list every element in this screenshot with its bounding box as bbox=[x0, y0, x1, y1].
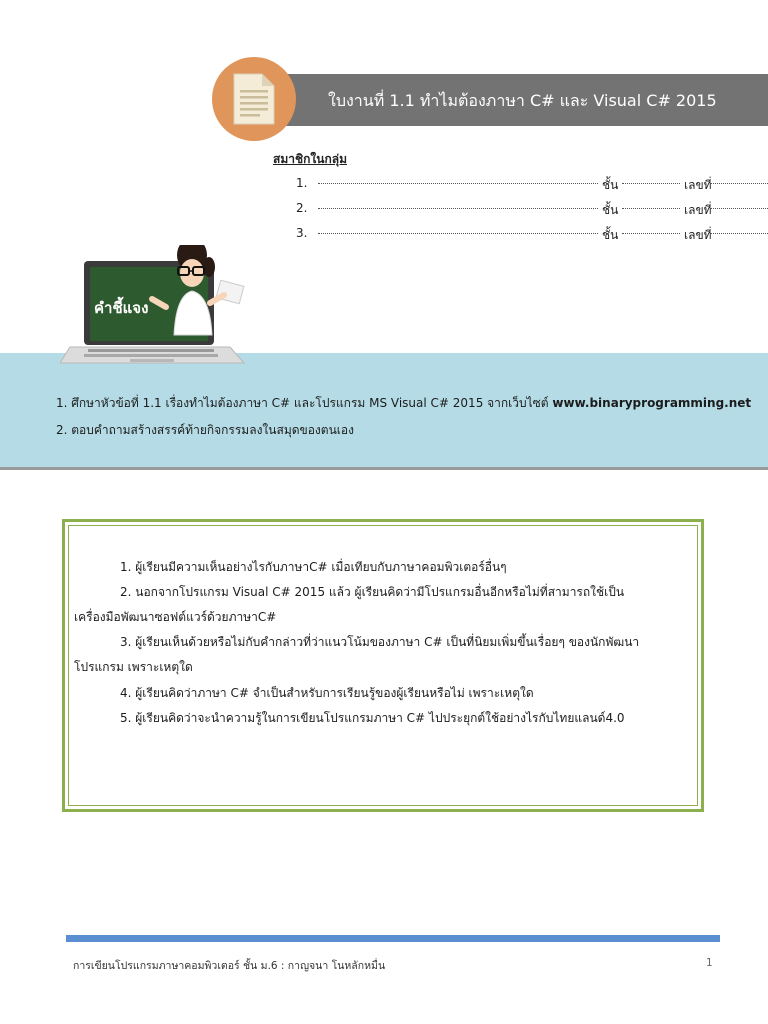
member-number: 2. bbox=[296, 201, 308, 215]
number-label: เลขที่ bbox=[684, 178, 712, 192]
number-blank bbox=[710, 233, 768, 234]
number-blank bbox=[710, 183, 768, 184]
class-blank bbox=[622, 183, 680, 184]
instruction-2: 2. ตอบคำถามสร้างสรรค์ท้ายกิจกรรมลงในสมุดของตนเอง bbox=[56, 423, 354, 437]
question-5: 5. ผู้เรียนคิดว่าจะนำความรู้ในการเขียนโปรแกรมภาษา C# ไปประยุกต์ใช้อย่างไรกับไทยแลนด์4.0 bbox=[120, 711, 625, 725]
number-label: เลขที่ bbox=[684, 203, 712, 217]
member-number: 1. bbox=[296, 176, 308, 190]
members-heading: สมาชิกในกลุ่ม bbox=[273, 152, 347, 166]
board-label: คำชี้แจง bbox=[94, 299, 149, 317]
website-url: www.binaryprogramming.net bbox=[552, 396, 752, 410]
page-number: 1 bbox=[706, 957, 713, 969]
laptop-teacher-illustration bbox=[60, 245, 250, 375]
name-blank bbox=[318, 183, 598, 184]
number-blank bbox=[710, 208, 768, 209]
question-1: 1. ผู้เรียนมีความเห็นอย่างไรกับภาษาC# เมื่อเทียบกับภาษาคอมพิวเตอร์อื่นๆ bbox=[120, 560, 507, 574]
footer-bar bbox=[66, 935, 720, 942]
name-blank bbox=[318, 208, 598, 209]
question-3: 3. ผู้เรียนเห็นด้วยหรือไม่กับคำกล่าวที่ว่าแนวโน้มของภาษา C# เป็นที่นิยมเพิ่มขึ้นเรื่อยๆ ของนักพัฒนา bbox=[120, 635, 640, 649]
question-4: 4. ผู้เรียนคิดว่าภาษา C# จำเป็นสำหรับการเรียนรู้ของผู้เรียนหรือไม่ เพราะเหตุใด bbox=[120, 686, 534, 700]
footer-text: การเขียนโปรแกรมภาษาคอมพิวเตอร์ ชั้น ม.6 : กาญจนา โนหลักหมื่น bbox=[73, 960, 386, 972]
question-2: 2. นอกจากโปรแกรม Visual C# 2015 แล้ว ผู้เรียนคิดว่ามีโปรแกรมอื่นอีกหรือไม่ที่สามารถใช้เป็น bbox=[120, 585, 625, 599]
question-2-cont: เครื่องมือพัฒนาซอฟต์แวร์ด้วยภาษาC# bbox=[74, 610, 277, 624]
class-label: ชั้น bbox=[602, 178, 619, 192]
name-blank bbox=[318, 233, 598, 234]
instruction-1-text: 1. ศึกษาหัวข้อที่ 1.1 เรื่องทำไมต้องภาษา C# และโปรแกรม MS Visual C# 2015 จากเว็บไซต์ bbox=[56, 396, 553, 410]
member-number: 3. bbox=[296, 226, 308, 240]
number-label: เลขที่ bbox=[684, 228, 712, 242]
class-label: ชั้น bbox=[602, 203, 619, 217]
member-row bbox=[296, 176, 768, 194]
class-label: ชั้น bbox=[602, 228, 619, 242]
page-title: ใบงานที่ 1.1 ทำไมต้องภาษา C# และ Visual C# 2015 bbox=[328, 91, 717, 110]
class-blank bbox=[622, 233, 680, 234]
class-blank bbox=[622, 208, 680, 209]
member-row bbox=[296, 226, 768, 244]
instruction-1 bbox=[56, 394, 751, 413]
question-3-cont: โปรแกรม เพราะเหตุใด bbox=[74, 660, 193, 674]
document-icon bbox=[232, 72, 276, 126]
member-row bbox=[296, 201, 768, 219]
